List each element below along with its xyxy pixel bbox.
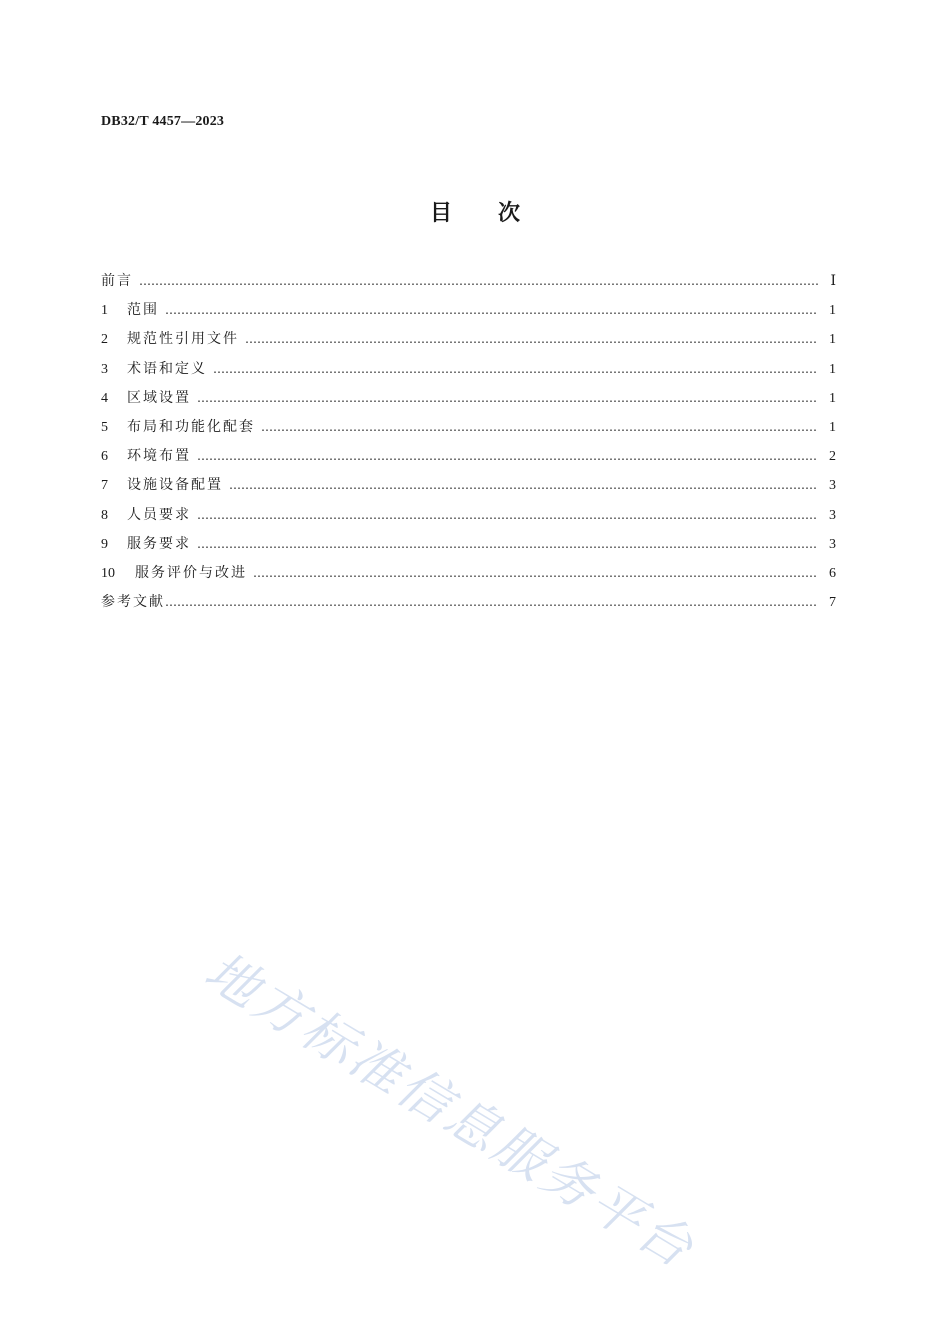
toc-leader-dots [261,420,818,434]
toc-page-number: Ⅰ [830,274,836,289]
toc-leader-dots [245,332,818,346]
toc-entry-7[interactable] [101,474,836,503]
toc-leader-dots [229,478,818,492]
toc-page-number: 3 [829,478,836,494]
toc-leader-dots [197,391,818,405]
toc-page-number: 1 [829,361,836,377]
toc-leader-dots [253,566,818,580]
toc-label: 参考文献 [101,594,165,611]
toc-section-number: 3 [101,361,108,377]
toc-leader-dots [165,303,818,317]
toc-label: 范围 [127,302,159,319]
toc-label: 前言 [101,273,133,289]
toc-page-number: 2 [829,449,836,465]
toc-label: 服务评价与改进 [135,564,247,581]
toc-section-number: 9 [101,536,108,552]
toc-section-number: 5 [101,419,108,435]
toc-entry-3[interactable] [101,358,836,387]
page-title [0,196,950,227]
toc-entry-6[interactable] [101,445,836,474]
toc-page-number: 3 [829,536,836,552]
toc-section-number: 2 [101,332,108,348]
toc-page-number: 6 [829,565,836,581]
toc-entry-1[interactable] [101,299,836,328]
toc-leader-dots [197,508,818,522]
toc-page-number: 3 [829,507,836,523]
title-char-2: 次 [498,201,521,226]
toc-page-number: 1 [829,419,836,435]
toc-entry-9[interactable] [101,533,836,562]
table-of-contents [101,270,836,620]
toc-leader-dots [165,595,818,609]
watermark: 地方标准信息服务平台 [194,941,706,1282]
toc-label: 服务要求 [127,535,191,552]
toc-section-number: 7 [101,478,108,494]
toc-entry-5[interactable] [101,416,836,445]
toc-page-number: 7 [829,595,836,611]
toc-leader-dots [197,449,818,463]
toc-entry-foreword[interactable] [101,270,836,299]
toc-entry-4[interactable] [101,387,836,416]
toc-section-number: 6 [101,449,108,465]
document-code: DB32/T 4457—2023 [101,114,225,129]
toc-entry-10[interactable] [101,562,836,591]
toc-section-number: 8 [101,507,108,523]
toc-page-number: 1 [829,303,836,319]
toc-label: 规范性引用文件 [127,331,239,348]
toc-entry-8[interactable] [101,504,836,533]
toc-label: 人员要求 [127,506,191,523]
toc-section-number: 10 [101,565,115,581]
toc-section-number: 1 [101,303,108,319]
toc-entry-2[interactable] [101,328,836,357]
toc-label: 设施设备配置 [127,477,223,494]
toc-label: 布局和功能化配套 [127,418,255,435]
toc-page-number: 1 [829,332,836,348]
toc-label: 环境布置 [127,448,191,465]
toc-leader-dots [197,537,818,551]
toc-entry-references[interactable] [101,591,836,620]
toc-label: 术语和定义 [127,360,207,377]
toc-page-number: 1 [829,390,836,406]
toc-section-number: 4 [101,390,108,406]
title-char-1: 目 [429,201,452,226]
toc-leader-dots [213,362,818,376]
toc-leader-dots [139,274,818,288]
toc-label: 区域设置 [127,389,191,406]
